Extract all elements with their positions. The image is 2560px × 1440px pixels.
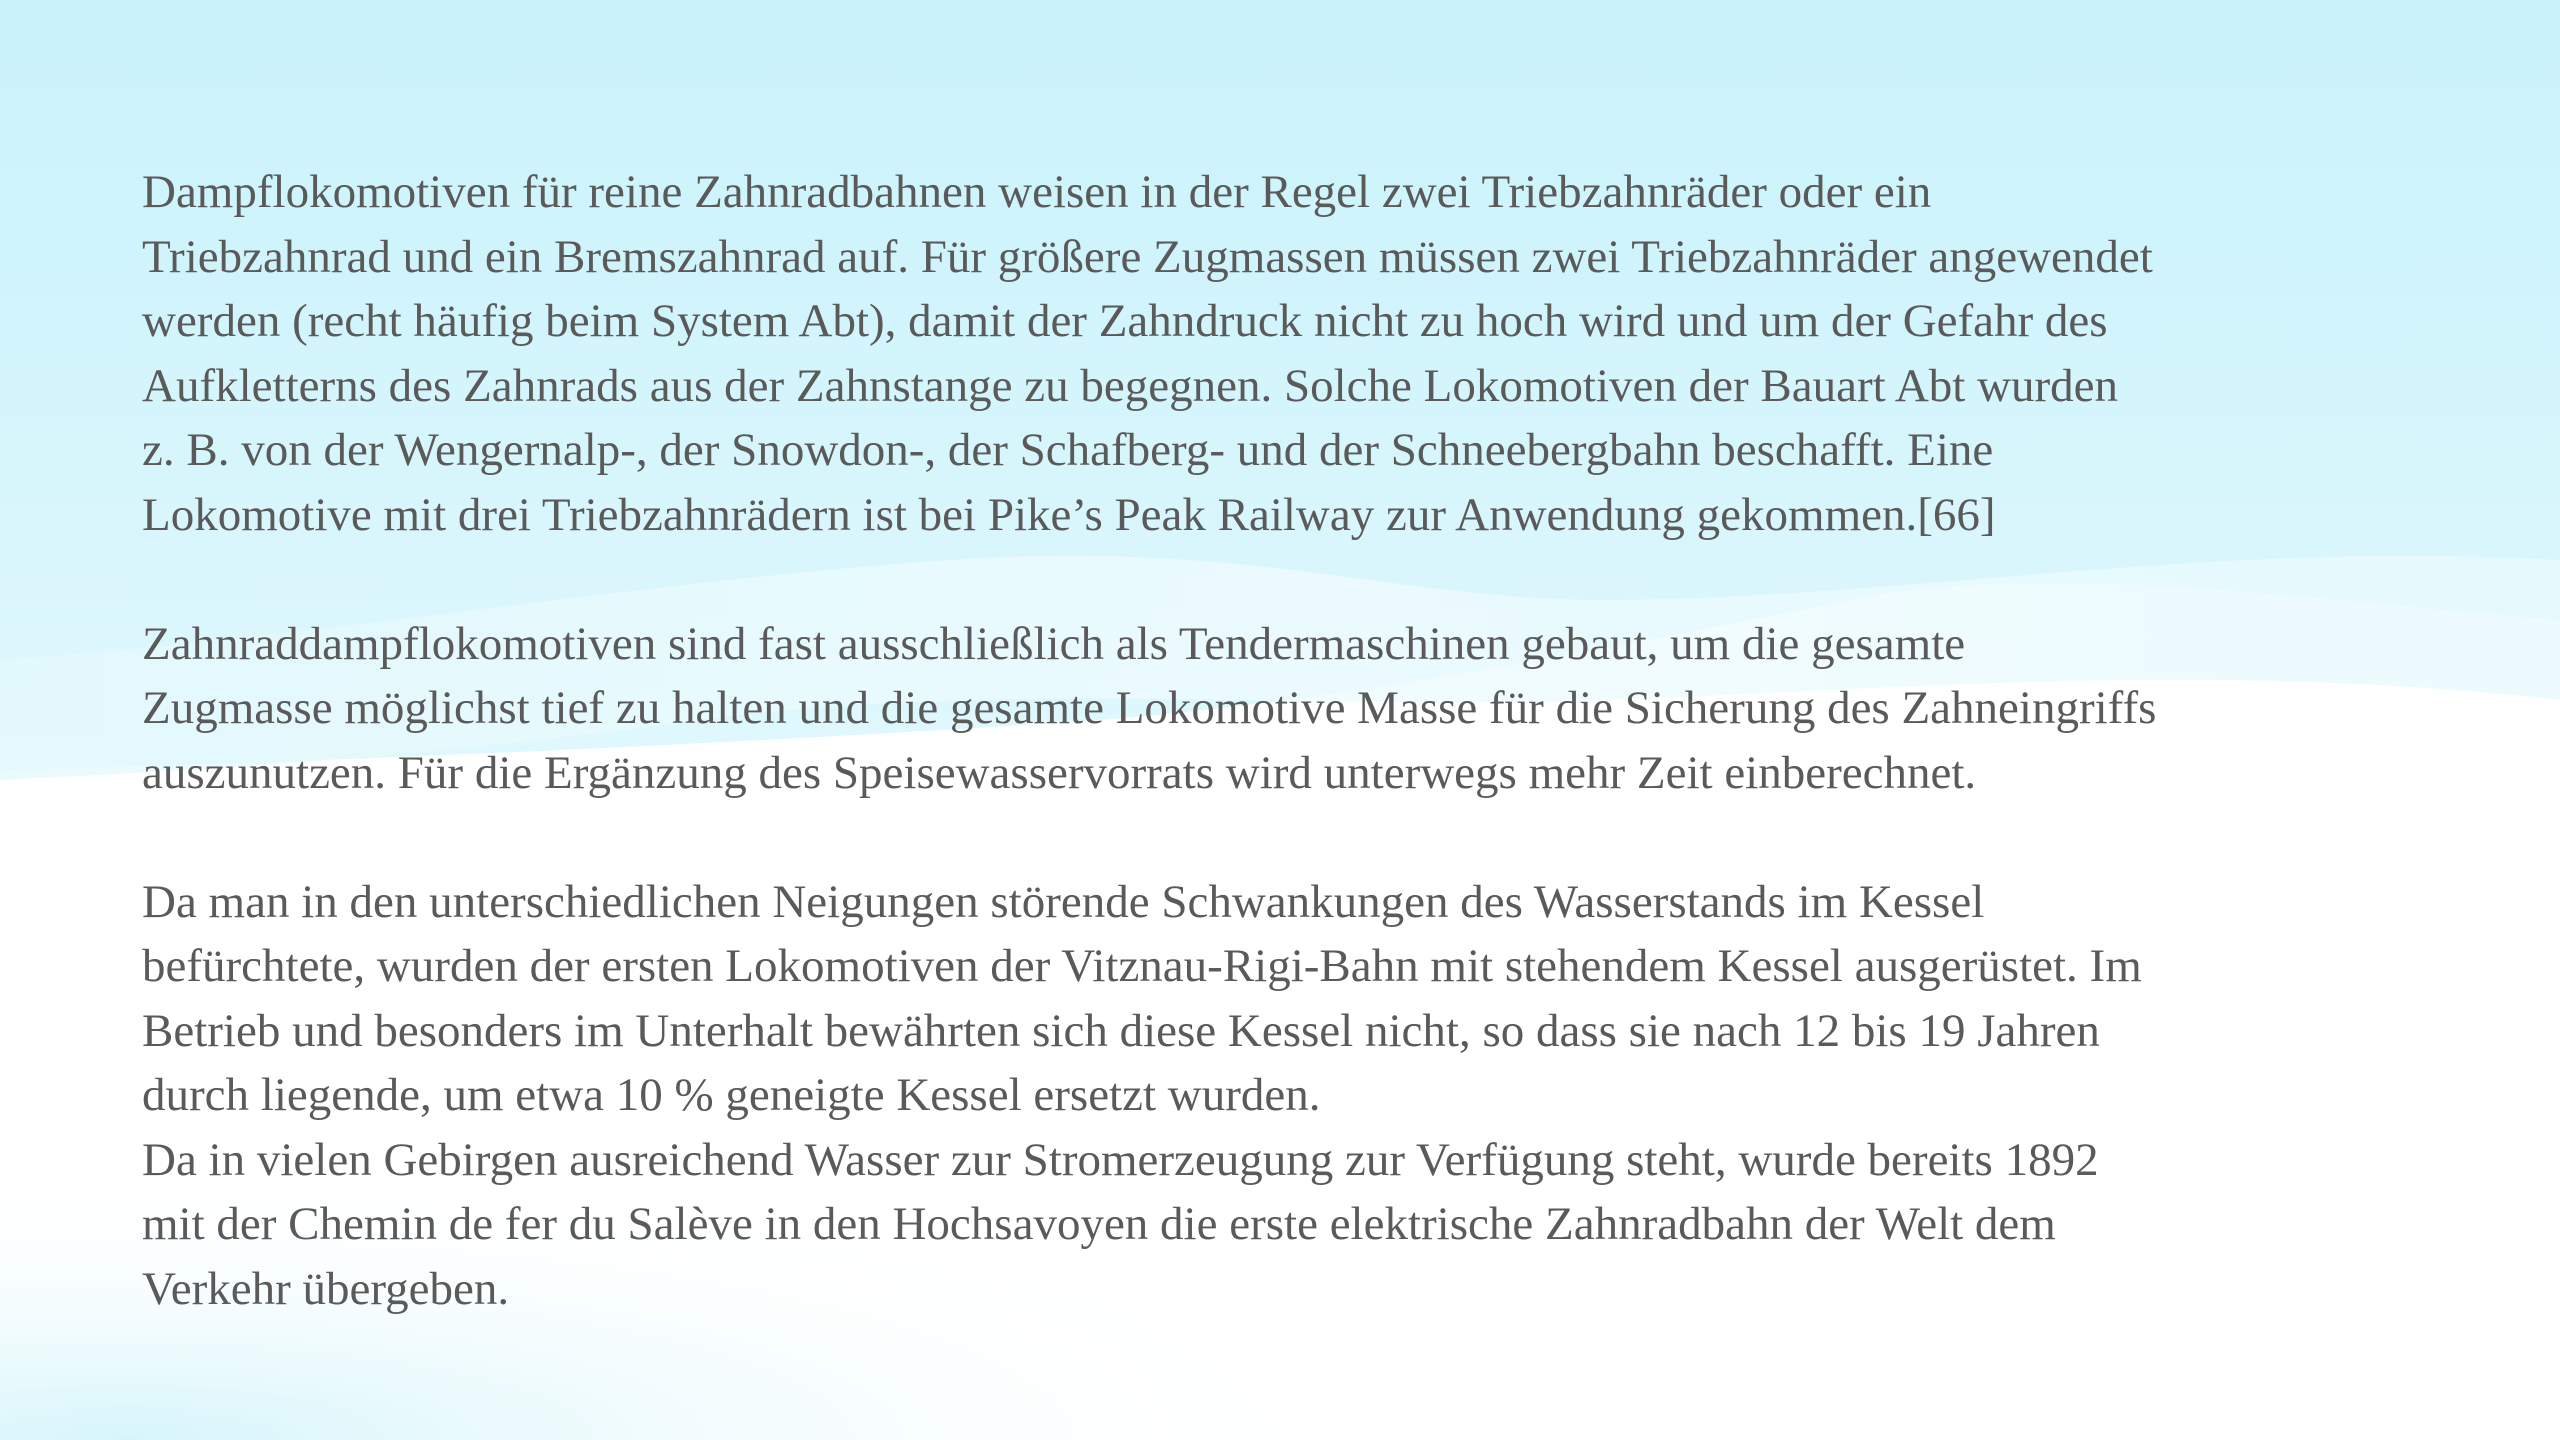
- text-line: Da in vielen Gebirgen ausreichend Wasser zur Stromerzeugung zur Verfügung steht, wurde bereits 1892: [142, 1133, 2099, 1186]
- text-line: auszunutzen. Für die Ergänzung des Speisewasservorrats wird unterwegs mehr Zeit einberechnet.: [142, 746, 1977, 799]
- text-line: Aufkletterns des Zahnrads aus der Zahnstange zu begegnen. Solche Lokomotiven der Bauart Abt wurden: [142, 359, 2119, 412]
- text-line: Zugmasse möglichst tief zu halten und die gesamte Lokomotive Masse für die Sicherung des Zahneingriffs: [142, 682, 2157, 734]
- text-line: Dampflokomotiven für reine Zahnradbahnen weisen in der Regel zwei Triebzahnräder oder ein: [142, 166, 1932, 218]
- text-line: Zahnraddampflokomotiven sind fast ausschließlich als Tendermaschinen gebaut, um die gesamte: [142, 617, 1966, 670]
- text-line: z. B. von der Wengernalp-, der Snowdon-, der Schafberg- und der Schneebergbahn beschafft. Eine: [142, 424, 1994, 476]
- paragraph-spacer: [142, 547, 2442, 612]
- text-line: Verkehr übergeben.: [142, 1262, 510, 1315]
- text-line: Lokomotive mit drei Triebzahnrädern ist bei Pike’s Peak Railway zur Anwendung gekommen.[66]: [142, 488, 1996, 541]
- text-line: Da man in den unterschiedlichen Neigungen störende Schwankungen des Wasserstands im Kessel: [142, 875, 1985, 928]
- text-line: mit der Chemin de fer du Salève in den Hochsavoyen die erste elektrische Zahnradbahn der Welt dem: [142, 1198, 2056, 1250]
- text-line: durch liegende, um etwa 10 % geneigte Kessel ersetzt wurden.: [142, 1069, 1321, 1121]
- paragraph-boilers-electric: [142, 870, 2442, 1322]
- text-line: Triebzahnrad und ein Bremszahnrad auf. Für größere Zugmassen müssen zwei Triebzahnräder angewendet: [142, 230, 2153, 283]
- document-body: [142, 160, 2442, 1321]
- text-line: Betrieb und besonders im Unterhalt bewährten sich diese Kessel nicht, so dass sie nach 12 bis 19 Jahren: [142, 1004, 2100, 1057]
- paragraph-steam-locomotives: [142, 160, 2442, 547]
- text-line: werden (recht häufig beim System Abt), damit der Zahndruck nicht zu hoch wird und um der Gefahr des: [142, 295, 2108, 347]
- paragraph-tender-machines: [142, 612, 2442, 806]
- paragraph-spacer: [142, 805, 2442, 870]
- text-line: befürchtete, wurden der ersten Lokomotiven der Vitznau-Rigi-Bahn mit stehendem Kessel ausgerüstet. Im: [142, 940, 2142, 992]
